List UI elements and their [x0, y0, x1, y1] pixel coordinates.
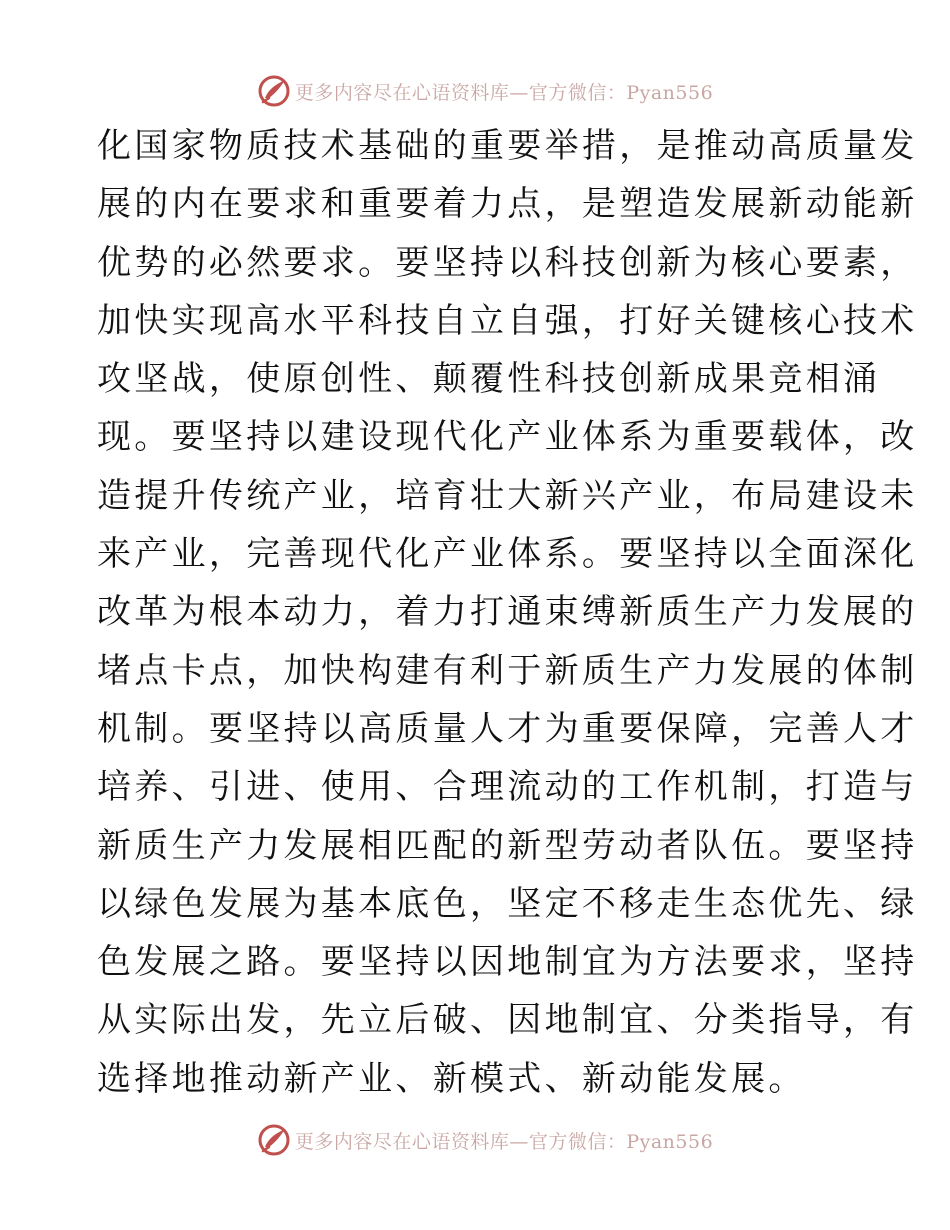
text-line: 新质生产力发展相匹配的新型劳动者队伍。要坚持 [97, 825, 918, 866]
page-header [0, 71, 950, 111]
text-line: 堵点卡点，加快构建有利于新质生产力发展的体制 [97, 650, 918, 691]
text-line: 色发展之路。要坚持以因地制宜为方法要求，坚持 [97, 942, 918, 983]
text-line: 培养、引进、使用、合理流动的工作机制，打造与 [97, 767, 918, 808]
text-line: 化国家物质技术基础的重要举措，是推动高质量发 [97, 126, 918, 166]
header-watermark-text: 更多内容尽在心语资料库—官方微信：Pyan556 [294, 81, 714, 104]
text-line: 以绿色发展为基本底色，坚定不移走生态优先、绿 [97, 883, 918, 924]
text-line: 改革为根本动力，着力打通束缚新质生产力发展的 [97, 592, 918, 633]
text-line: 攻坚战，使原创性、颠覆性科技创新成果竞相涌 [97, 359, 881, 400]
text-line: 加快实现高水平科技自立自强，打好关键核心技术 [97, 300, 918, 341]
pen-logo-icon [257, 1123, 291, 1157]
text-line: 现。要坚持以建设现代化产业体系为重要载体，改 [97, 417, 918, 458]
text-line: 展的内在要求和重要着力点，是塑造发展新动能新 [97, 184, 918, 225]
text-line: 机制。要坚持以高质量人才为重要保障，完善人才 [97, 708, 918, 749]
pen-logo-icon [257, 74, 291, 108]
text-line: 来产业，完善现代化产业体系。要坚持以全面深化 [97, 534, 918, 575]
text-line: 优势的必然要求。要坚持以科技创新为核心要素， [97, 242, 918, 283]
footer-watermark-text: 更多内容尽在心语资料库—官方微信：Pyan556 [294, 1130, 714, 1153]
text-line: 造提升传统产业，培育壮大新兴产业，布局建设未 [97, 475, 918, 516]
text-line: 选择地推动新产业、新模式、新动能发展。 [97, 1058, 806, 1099]
page-footer [0, 1120, 950, 1160]
text-line: 从实际出发，先立后破、因地制宜、分类指导，有 [97, 1000, 918, 1041]
document-body [97, 117, 918, 1108]
